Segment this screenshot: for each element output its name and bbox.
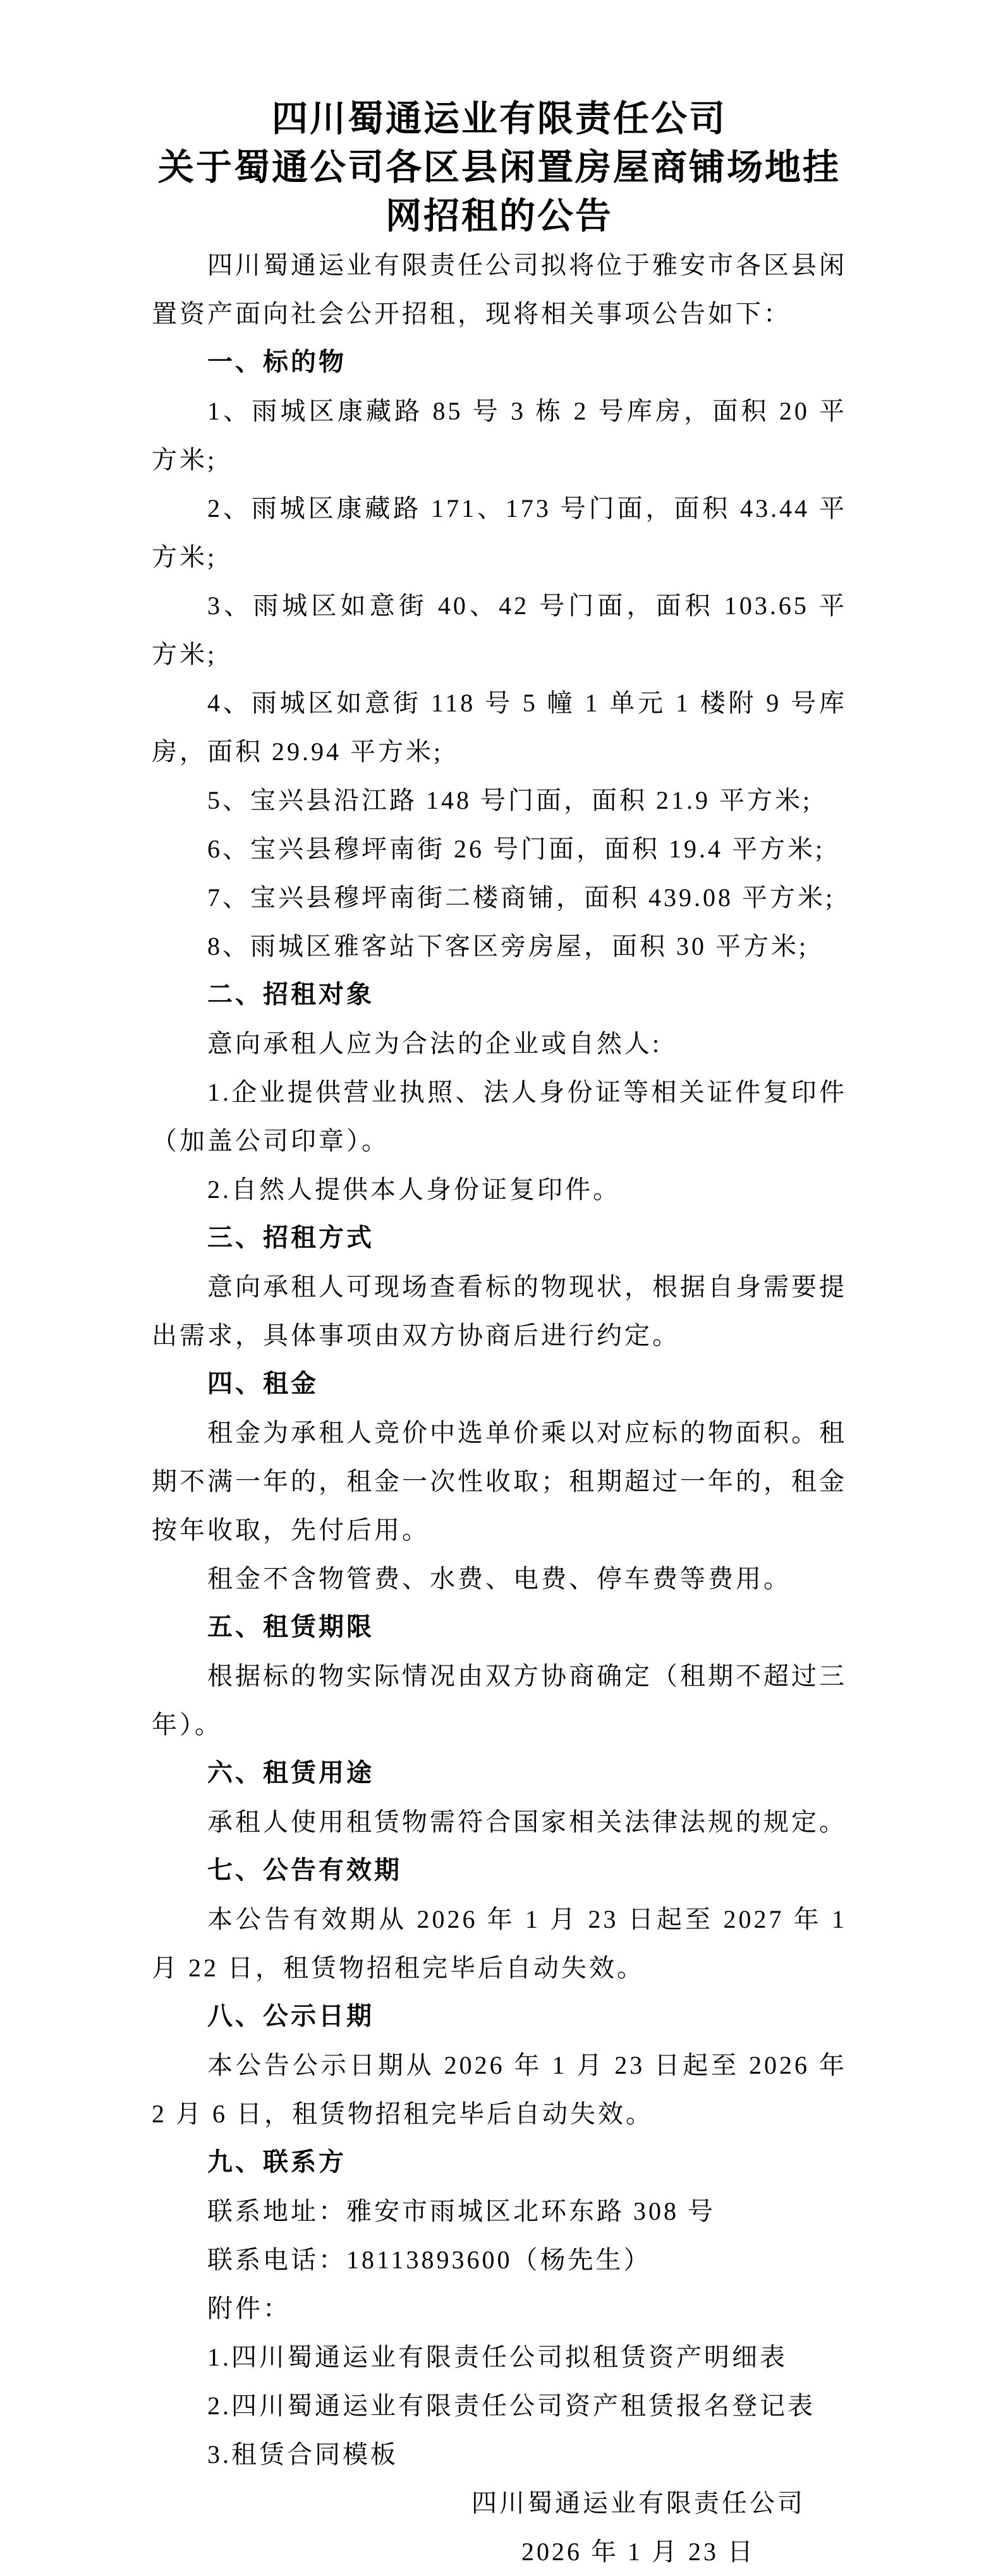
title-line: 四川蜀通运业有限责任公司 (272, 99, 727, 139)
sections-container (152, 338, 847, 2479)
paragraph: 3、雨城区如意街 40、42 号门面，面积 103.65 平方米; (152, 591, 847, 668)
document-title (152, 95, 847, 241)
section-heading: 二、招租对象 (207, 981, 374, 1008)
signature-company: 四川蜀通运业有限责任公司 (471, 2489, 805, 2517)
paragraph: 联系地址：雅安市雨城区北环东路 308 号 (207, 2197, 715, 2225)
signature-date: 2026 年 1 月 23 日 (521, 2537, 755, 2566)
section-heading: 一、标的物 (207, 348, 346, 376)
paragraph: 承租人使用租赁物需符合国家相关法律法规的规定。 (207, 1808, 847, 1836)
section-heading: 九、联系方 (207, 2148, 346, 2176)
section (152, 1992, 847, 2138)
paragraph: 4、雨城区如意街 118 号 5 幢 1 单元 1 楼附 9 号库房，面积 29.94 平方米; (152, 689, 847, 766)
section (152, 971, 847, 1214)
paragraph: 7、宝兴县穆坪南街二楼商铺，面积 439.08 平方米; (207, 883, 836, 912)
section-heading: 七、公告有效期 (207, 1856, 402, 1884)
paragraph: 2.四川蜀通运业有限责任公司资产租赁报名登记表 (207, 2392, 815, 2420)
section-heading: 四、租金 (207, 1370, 319, 1398)
section (152, 1603, 847, 1749)
section (152, 338, 847, 971)
paragraph: 1.企业提供营业执照、法人身份证等相关证件复印件（加盖公司印章）。 (152, 1078, 847, 1155)
paragraph: 2.自然人提供本人身份证复印件。 (207, 1175, 621, 1204)
paragraph: 意向承租人应为合法的企业或自然人: (207, 1029, 662, 1058)
section (152, 1214, 847, 1360)
paragraph: 5、宝兴县沿江路 148 号门面，面积 21.9 平方米; (207, 786, 813, 814)
section-heading: 八、公示日期 (207, 2002, 374, 2030)
section (152, 1846, 847, 1992)
paragraph: 附件： (207, 2294, 291, 2323)
section-heading: 三、招租方式 (207, 1224, 374, 1252)
title-line: 网招租的公告 (386, 197, 613, 236)
section (152, 1360, 847, 1603)
paragraph: 3.租赁合同模板 (207, 2440, 398, 2469)
section (152, 1749, 847, 1846)
paragraph: 联系电话：18113893600（杨先生） (207, 2246, 652, 2274)
section-heading: 五、租赁期限 (207, 1613, 374, 1641)
paragraph: 1.四川蜀通运业有限责任公司拟租赁资产明细表 (207, 2343, 787, 2371)
paragraph: 2、雨城区康藏路 171、173 号门面，面积 43.44 平方米; (152, 494, 847, 571)
paragraph: 意向承租人可现场查看标的物现状，根据自身需要提出需求，具体事项由双方协商后进行约定。 (152, 1273, 847, 1350)
paragraph: 8、雨城区雅客站下客区旁房屋，面积 30 平方米; (207, 932, 809, 960)
paragraph: 本公告公示日期从 2026 年 1 月 23 日起至 2026 年 2 月 6 日，租赁物招租完毕后自动失效。 (152, 2051, 847, 2128)
section-heading: 六、租赁用途 (207, 1759, 374, 1787)
paragraph: 本公告有效期从 2026 年 1 月 23 日起至 2027 年 1 月 22 日，租赁物招租完毕后自动失效。 (152, 1905, 847, 1982)
paragraph: 6、宝兴县穆坪南街 26 号门面，面积 19.4 平方米; (207, 835, 825, 863)
paragraph: 租金为承租人竞价中选单价乘以对应标的物面积。租期不满一年的，租金一次性收取；租期超过一年的，租金按年收取，先付后用。 (152, 1418, 847, 1544)
paragraph: 租金不含物管费、水费、电费、停车费等费用。 (207, 1564, 791, 1593)
paragraph: 根据标的物实际情况由双方协商确定（租期不超过三年）。 (152, 1662, 847, 1739)
title-line: 关于蜀通公司各区县闲置房屋商铺场地挂 (158, 148, 841, 188)
intro-paragraph: 四川蜀通运业有限责任公司拟将位于雅安市各区县闲置资产面向社会公开招租，现将相关事项公告如下： (152, 251, 847, 328)
signature-block (430, 2479, 847, 2576)
paragraph: 1、雨城区康藏路 85 号 3 栋 2 号库房，面积 20 平方米; (152, 397, 847, 474)
section (152, 2138, 847, 2479)
